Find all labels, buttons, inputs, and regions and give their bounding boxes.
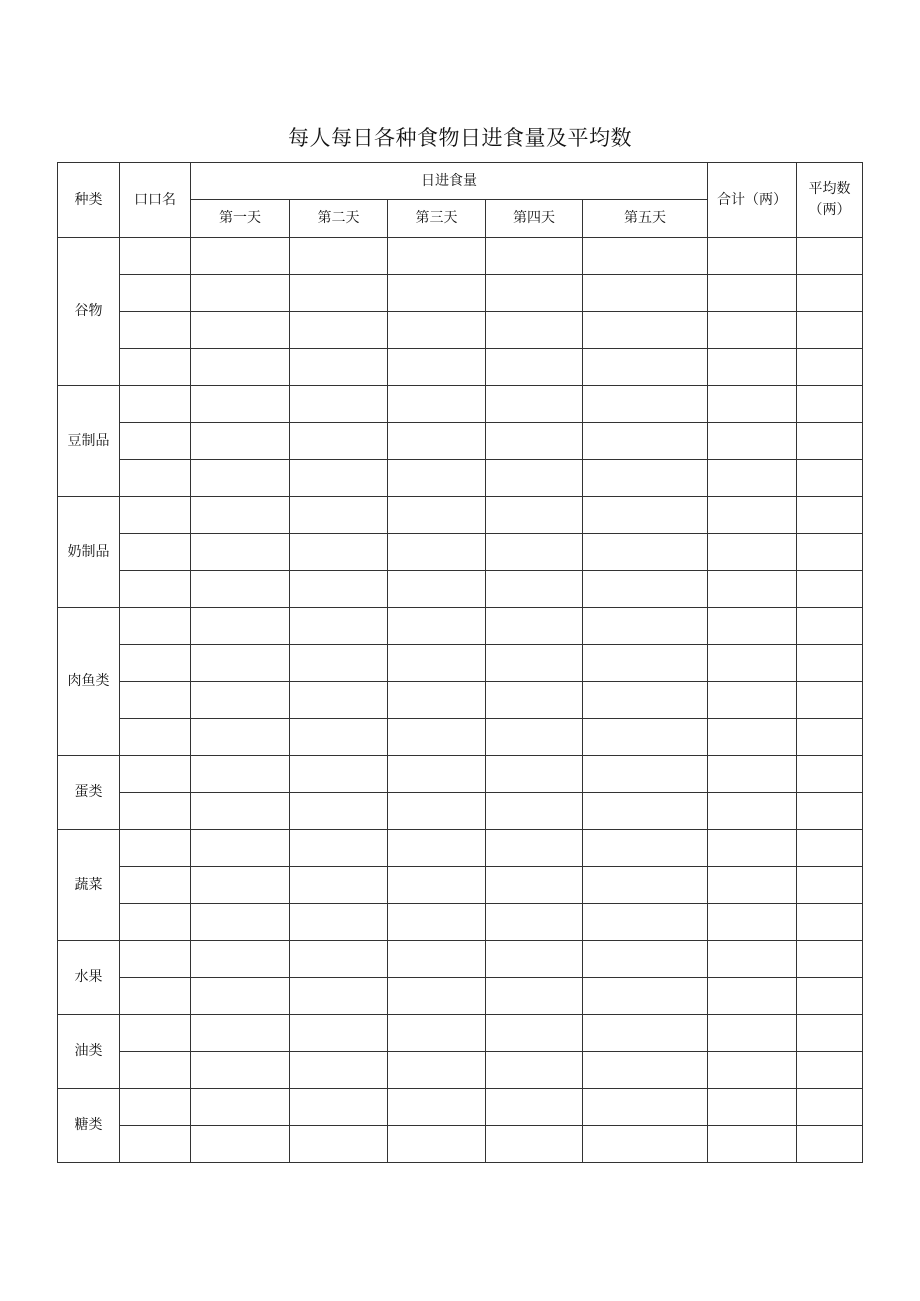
blank-cell <box>290 904 388 941</box>
blank-cell <box>708 1015 797 1052</box>
table-row <box>58 497 863 534</box>
blank-cell <box>120 756 191 793</box>
blank-cell <box>486 1015 583 1052</box>
blank-cell <box>797 534 863 571</box>
blank-cell <box>120 386 191 423</box>
blank-cell <box>191 1089 290 1126</box>
blank-cell <box>290 941 388 978</box>
blank-cell <box>486 460 583 497</box>
blank-cell <box>486 682 583 719</box>
food-intake-table <box>57 162 863 1163</box>
blank-cell <box>583 1126 708 1163</box>
blank-cell <box>290 423 388 460</box>
blank-cell <box>191 238 290 275</box>
blank-cell <box>797 1052 863 1089</box>
blank-cell <box>797 275 863 312</box>
blank-cell <box>708 608 797 645</box>
header-average <box>797 163 863 238</box>
blank-cell <box>120 571 191 608</box>
blank-cell <box>486 608 583 645</box>
blank-cell <box>797 423 863 460</box>
blank-cell <box>120 904 191 941</box>
table-row <box>58 1089 863 1126</box>
blank-cell <box>120 867 191 904</box>
table-row <box>58 793 863 830</box>
blank-cell <box>708 904 797 941</box>
blank-cell <box>120 793 191 830</box>
blank-cell <box>290 645 388 682</box>
blank-cell <box>486 312 583 349</box>
blank-cell <box>388 423 486 460</box>
blank-cell <box>583 1052 708 1089</box>
blank-cell <box>388 349 486 386</box>
blank-cell <box>486 423 583 460</box>
category-label: 水果 <box>58 941 120 1015</box>
blank-cell <box>290 830 388 867</box>
blank-cell <box>708 423 797 460</box>
blank-cell <box>708 238 797 275</box>
header-day-4: 第四天 <box>486 200 583 238</box>
blank-cell <box>797 978 863 1015</box>
blank-cell <box>583 719 708 756</box>
blank-cell <box>290 571 388 608</box>
blank-cell <box>191 941 290 978</box>
blank-cell <box>797 312 863 349</box>
table-row <box>58 275 863 312</box>
blank-cell <box>388 1089 486 1126</box>
blank-cell <box>708 830 797 867</box>
blank-cell <box>583 423 708 460</box>
blank-cell <box>708 386 797 423</box>
blank-cell <box>388 386 486 423</box>
blank-cell <box>191 497 290 534</box>
page-title: 每人每日各种食物日进食量及平均数 <box>288 126 632 150</box>
table-row <box>58 904 863 941</box>
blank-cell <box>120 238 191 275</box>
blank-cell <box>120 978 191 1015</box>
blank-cell <box>486 275 583 312</box>
header-average-line1: 平均数 <box>808 181 851 197</box>
blank-cell <box>797 349 863 386</box>
blank-cell <box>583 497 708 534</box>
category-label: 蛋类 <box>58 756 120 830</box>
blank-cell <box>120 1052 191 1089</box>
table-row <box>58 978 863 1015</box>
table-row <box>58 534 863 571</box>
blank-cell <box>120 608 191 645</box>
blank-cell <box>388 645 486 682</box>
blank-cell <box>191 867 290 904</box>
blank-cell <box>708 460 797 497</box>
blank-cell <box>120 349 191 386</box>
blank-cell <box>797 867 863 904</box>
blank-cell <box>191 793 290 830</box>
blank-cell <box>708 571 797 608</box>
blank-cell <box>583 830 708 867</box>
blank-cell <box>388 275 486 312</box>
table-row <box>58 386 863 423</box>
blank-cell <box>486 571 583 608</box>
category-label: 肉鱼类 <box>58 608 120 756</box>
blank-cell <box>486 349 583 386</box>
header-day-2: 第二天 <box>290 200 388 238</box>
table-row <box>58 1052 863 1089</box>
blank-cell <box>388 460 486 497</box>
blank-cell <box>708 312 797 349</box>
blank-cell <box>120 682 191 719</box>
blank-cell <box>583 275 708 312</box>
blank-cell <box>486 867 583 904</box>
blank-cell <box>583 238 708 275</box>
blank-cell <box>583 793 708 830</box>
blank-cell <box>797 830 863 867</box>
blank-cell <box>708 756 797 793</box>
blank-cell <box>797 793 863 830</box>
blank-cell <box>797 460 863 497</box>
blank-cell <box>708 978 797 1015</box>
table-row <box>58 608 863 645</box>
blank-cell <box>120 719 191 756</box>
header-day-1: 第一天 <box>191 200 290 238</box>
blank-cell <box>290 312 388 349</box>
blank-cell <box>120 1126 191 1163</box>
blank-cell <box>583 312 708 349</box>
blank-cell <box>120 497 191 534</box>
blank-cell <box>486 830 583 867</box>
blank-cell <box>583 460 708 497</box>
blank-cell <box>290 238 388 275</box>
blank-cell <box>797 238 863 275</box>
blank-cell <box>290 386 388 423</box>
table-row <box>58 719 863 756</box>
blank-cell <box>583 682 708 719</box>
blank-cell <box>708 1126 797 1163</box>
blank-cell <box>583 904 708 941</box>
blank-cell <box>290 978 388 1015</box>
table-row <box>58 423 863 460</box>
blank-cell <box>191 386 290 423</box>
blank-cell <box>388 571 486 608</box>
blank-cell <box>191 1015 290 1052</box>
blank-cell <box>583 645 708 682</box>
header-day-5: 第五天 <box>583 200 708 238</box>
blank-cell <box>486 904 583 941</box>
table-row <box>58 460 863 497</box>
blank-cell <box>191 1126 290 1163</box>
blank-cell <box>120 460 191 497</box>
blank-cell <box>191 682 290 719</box>
header-item-name: 口口名 <box>120 163 191 238</box>
table-row <box>58 349 863 386</box>
blank-cell <box>191 978 290 1015</box>
blank-cell <box>797 497 863 534</box>
header-day-3: 第三天 <box>388 200 486 238</box>
blank-cell <box>191 275 290 312</box>
header-daily-intake: 日进食量 <box>191 163 708 200</box>
blank-cell <box>486 719 583 756</box>
blank-cell <box>583 608 708 645</box>
blank-cell <box>708 719 797 756</box>
header-category: 种类 <box>58 163 120 238</box>
header-total: 合计（两） <box>708 163 797 238</box>
blank-cell <box>120 534 191 571</box>
blank-cell <box>708 682 797 719</box>
blank-cell <box>708 793 797 830</box>
blank-cell <box>191 1052 290 1089</box>
blank-cell <box>388 978 486 1015</box>
blank-cell <box>388 719 486 756</box>
blank-cell <box>583 941 708 978</box>
category-label: 油类 <box>58 1015 120 1089</box>
header-average-line2: （两） <box>808 202 851 218</box>
blank-cell <box>290 349 388 386</box>
category-label: 蔬菜 <box>58 830 120 941</box>
blank-cell <box>708 645 797 682</box>
category-label: 豆制品 <box>58 386 120 497</box>
blank-cell <box>191 904 290 941</box>
table-row <box>58 941 863 978</box>
blank-cell <box>191 571 290 608</box>
blank-cell <box>191 830 290 867</box>
blank-cell <box>290 460 388 497</box>
blank-cell <box>486 238 583 275</box>
blank-cell <box>290 1052 388 1089</box>
blank-cell <box>120 941 191 978</box>
blank-cell <box>708 1089 797 1126</box>
blank-cell <box>486 645 583 682</box>
category-label: 奶制品 <box>58 497 120 608</box>
blank-cell <box>290 534 388 571</box>
blank-cell <box>191 645 290 682</box>
blank-cell <box>486 1052 583 1089</box>
blank-cell <box>388 534 486 571</box>
blank-cell <box>583 571 708 608</box>
table-row <box>58 867 863 904</box>
blank-cell <box>486 1126 583 1163</box>
blank-cell <box>797 386 863 423</box>
blank-cell <box>120 1015 191 1052</box>
blank-cell <box>388 1126 486 1163</box>
blank-cell <box>583 978 708 1015</box>
blank-cell <box>708 275 797 312</box>
blank-cell <box>120 312 191 349</box>
blank-cell <box>388 1052 486 1089</box>
blank-cell <box>797 756 863 793</box>
blank-cell <box>290 608 388 645</box>
blank-cell <box>797 571 863 608</box>
blank-cell <box>486 386 583 423</box>
blank-cell <box>797 682 863 719</box>
blank-cell <box>388 867 486 904</box>
blank-cell <box>290 497 388 534</box>
blank-cell <box>797 608 863 645</box>
table-row <box>58 312 863 349</box>
header-row-1 <box>58 163 863 200</box>
table-row <box>58 830 863 867</box>
blank-cell <box>388 904 486 941</box>
blank-cell <box>191 423 290 460</box>
blank-cell <box>486 534 583 571</box>
blank-cell <box>486 497 583 534</box>
blank-cell <box>708 1052 797 1089</box>
blank-cell <box>191 719 290 756</box>
blank-cell <box>583 1089 708 1126</box>
blank-cell <box>388 682 486 719</box>
table-row <box>58 571 863 608</box>
blank-cell <box>191 460 290 497</box>
blank-cell <box>583 867 708 904</box>
table-row <box>58 756 863 793</box>
blank-cell <box>388 497 486 534</box>
blank-cell <box>486 978 583 1015</box>
blank-cell <box>486 1089 583 1126</box>
blank-cell <box>191 756 290 793</box>
blank-cell <box>290 275 388 312</box>
blank-cell <box>290 756 388 793</box>
table-row <box>58 238 863 275</box>
blank-cell <box>290 1015 388 1052</box>
blank-cell <box>797 1015 863 1052</box>
blank-cell <box>191 534 290 571</box>
blank-cell <box>797 1089 863 1126</box>
blank-cell <box>290 1089 388 1126</box>
table-body <box>58 163 863 1163</box>
blank-cell <box>388 312 486 349</box>
blank-cell <box>290 793 388 830</box>
blank-cell <box>797 719 863 756</box>
blank-cell <box>120 1089 191 1126</box>
blank-cell <box>797 941 863 978</box>
table-row <box>58 1015 863 1052</box>
blank-cell <box>120 645 191 682</box>
blank-cell <box>583 1015 708 1052</box>
blank-cell <box>290 867 388 904</box>
table-row <box>58 1126 863 1163</box>
blank-cell <box>388 608 486 645</box>
blank-cell <box>120 830 191 867</box>
blank-cell <box>583 386 708 423</box>
blank-cell <box>486 941 583 978</box>
blank-cell <box>120 423 191 460</box>
blank-cell <box>708 534 797 571</box>
blank-cell <box>191 312 290 349</box>
category-label: 糖类 <box>58 1089 120 1163</box>
blank-cell <box>708 941 797 978</box>
blank-cell <box>486 793 583 830</box>
blank-cell <box>797 645 863 682</box>
blank-cell <box>388 238 486 275</box>
blank-cell <box>388 756 486 793</box>
blank-cell <box>708 867 797 904</box>
blank-cell <box>388 941 486 978</box>
blank-cell <box>708 349 797 386</box>
blank-cell <box>797 1126 863 1163</box>
blank-cell <box>388 1015 486 1052</box>
blank-cell <box>290 682 388 719</box>
category-label: 谷物 <box>58 238 120 386</box>
blank-cell <box>583 534 708 571</box>
blank-cell <box>290 719 388 756</box>
blank-cell <box>708 497 797 534</box>
blank-cell <box>388 830 486 867</box>
blank-cell <box>191 349 290 386</box>
table-row <box>58 645 863 682</box>
blank-cell <box>388 793 486 830</box>
blank-cell <box>797 904 863 941</box>
blank-cell <box>191 608 290 645</box>
blank-cell <box>486 756 583 793</box>
table-row <box>58 682 863 719</box>
blank-cell <box>583 756 708 793</box>
blank-cell <box>120 275 191 312</box>
blank-cell <box>290 1126 388 1163</box>
blank-cell <box>583 349 708 386</box>
